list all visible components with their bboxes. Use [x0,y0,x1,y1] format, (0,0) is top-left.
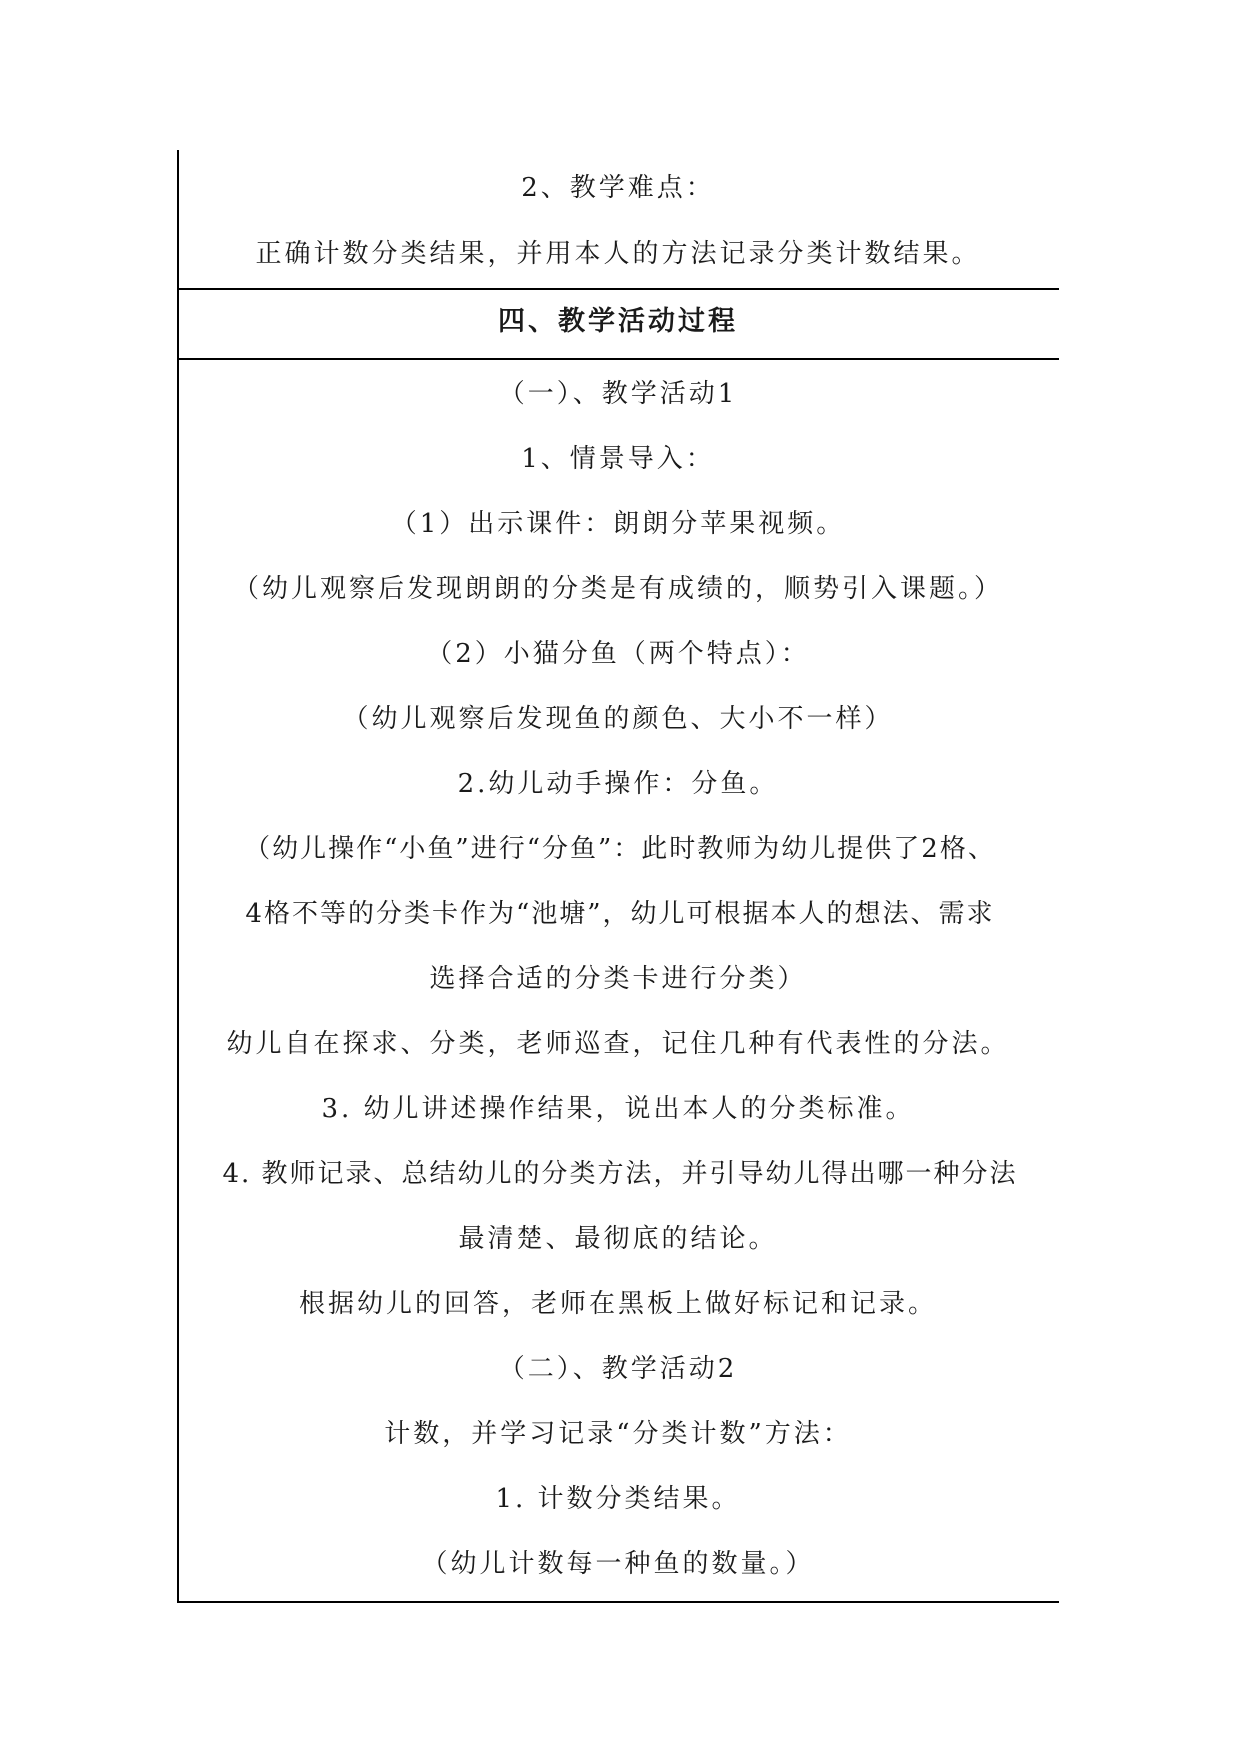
section-title: 四、教学活动过程 [498,306,738,337]
activity1-step2-heading: 2.幼儿动手操作：分鱼。 [457,769,779,799]
activity1-step1-item2: （2）小猫分鱼（两个特点）： [426,639,810,669]
activity2-intro: 计数，并学习记录“分类计数”方法： [384,1419,852,1449]
activity1-step4-line1: 4. 教师记录、总结幼儿的分类方法，并引导幼儿得出哪一种分法 [222,1159,1018,1189]
row-divider-top [177,288,1059,290]
row-divider-middle [177,358,1059,360]
activity1-title: （一）、教学活动1 [498,379,738,409]
difficulty-heading: 2、教学难点： [521,173,715,203]
activity1-step1-item1-note: （幼儿观察后发现朗朗的分类是有成绩的，顺势引入课题。） [232,574,1003,604]
activity1-step2-note-line3: 选择合适的分类卡进行分类） [429,964,807,994]
activity1-step2-note-line1: （幼儿操作“小鱼”进行“分鱼”：此时教师为幼儿提供了2格、 [244,834,996,864]
activity1-step1-heading: 1、情景导入： [521,444,715,474]
activity2-step1-note: （幼儿计数每一种鱼的数量。） [421,1549,815,1579]
activity2-step1: 1. 计数分类结果。 [495,1484,741,1514]
row-divider-bottom [177,1601,1059,1603]
activity1-step3: 3. 幼儿讲述操作结果，说出本人的分类标准。 [321,1094,915,1124]
activity1-step1-item2-note: （幼儿观察后发现鱼的颜色、大小不一样） [342,704,894,734]
activity1-step2-note-line2: 4格不等的分类卡作为“池塘”，幼儿可根据本人的想法、需求 [245,899,995,929]
difficulty-text: 正确计数分类结果，并用本人的方法记录分类计数结果。 [255,239,981,269]
activity1-step2-followup: 幼儿自在探求、分类，老师巡查，记住几种有代表性的分法。 [226,1029,1010,1059]
activity2-title: （二）、教学活动2 [498,1354,738,1384]
activity1-step4-line2: 最清楚、最彻底的结论。 [458,1224,778,1254]
activity1-step1-item1: （1）出示课件：朗朗分苹果视频。 [390,509,846,539]
activity1-step4-followup: 根据幼儿的回答，老师在黑板上做好标记和记录。 [298,1289,937,1319]
